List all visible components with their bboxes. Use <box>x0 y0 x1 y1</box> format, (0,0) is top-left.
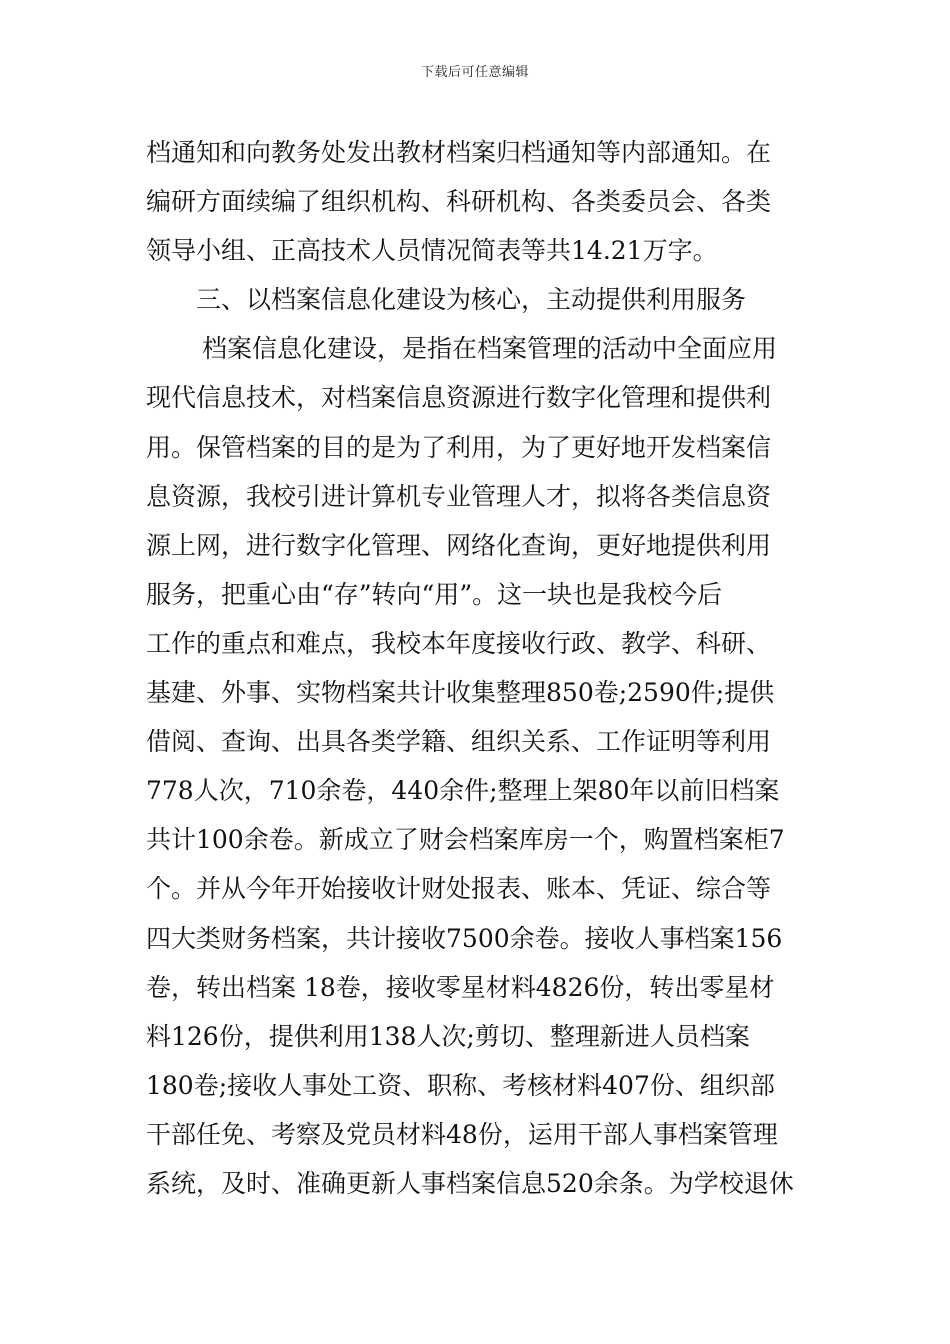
text-line: 档通知和向教务处发出教材档案归档通知等内部通知。在 <box>146 138 772 167</box>
text-line: 料126份，提供利用138人次;剪切、整理新进人员档案 <box>146 1021 750 1051</box>
text-line: 卷，转出档案 18卷，接收零星材料4826份，转出零星材 <box>146 972 775 1002</box>
text-line: 源上网，进行数字化管理、网络化查询，更好地提供利用 <box>146 530 772 560</box>
text-line: 180卷;接收人事处工资、职称、考核材料407份、组织部 <box>146 1070 775 1100</box>
text-line: 编研方面续编了组织机构、科研机构、各类委员会、各类 <box>146 187 772 217</box>
text-line: 干部任免、考察及党员材料48份，运用干部人事档案管理 <box>146 1119 778 1149</box>
text-line: 领导小组、正高技术人员情况简表等共14.21万字。 <box>146 236 718 266</box>
text-line: 档案信息化建设，是指在档案管理的活动中全面应用 <box>202 334 778 364</box>
text-line: 息资源，我校引进计算机专业管理人才，拟将各类信息资 <box>146 481 772 511</box>
text-line: 用。保管档案的目的是为了利用，为了更好地开发档案信 <box>146 432 772 462</box>
document-body <box>146 128 812 1208</box>
text-line: 共计100余卷。新成立了财会档案库房一个，购置档案柜7 <box>146 825 785 855</box>
text-line: 工作的重点和难点，我校本年度接收行政、教学、科研、 <box>146 628 772 658</box>
text-line: 四大类财务档案，共计接收7500余卷。接收人事档案156 <box>146 923 783 953</box>
text-line: 778人次，710余卷，440余件;整理上架80年以前旧档案 <box>146 776 780 806</box>
text-line: 现代信息技术，对档案信息资源进行数字化管理和提供利 <box>146 383 772 413</box>
text-line: 系统，及时、准确更新人事档案信息520余条。为学校退休 <box>146 1168 794 1198</box>
page-header: 下载后可任意编辑 <box>420 65 529 80</box>
section-heading: 三、以档案信息化建设为核心，主动提供利用服务 <box>196 285 747 315</box>
text-line: 个。并从今年开始接收计财处报表、账本、凭证、综合等 <box>146 874 772 904</box>
text-line: 基建、外事、实物档案共计收集整理850卷;2590件;提供 <box>146 678 775 708</box>
text-line: 服务，把重心由“存”转向“用”。这一块也是我校今后 <box>146 579 723 609</box>
text-line: 借阅、查询、出具各类学籍、组织关系、工作证明等利用 <box>146 727 772 757</box>
